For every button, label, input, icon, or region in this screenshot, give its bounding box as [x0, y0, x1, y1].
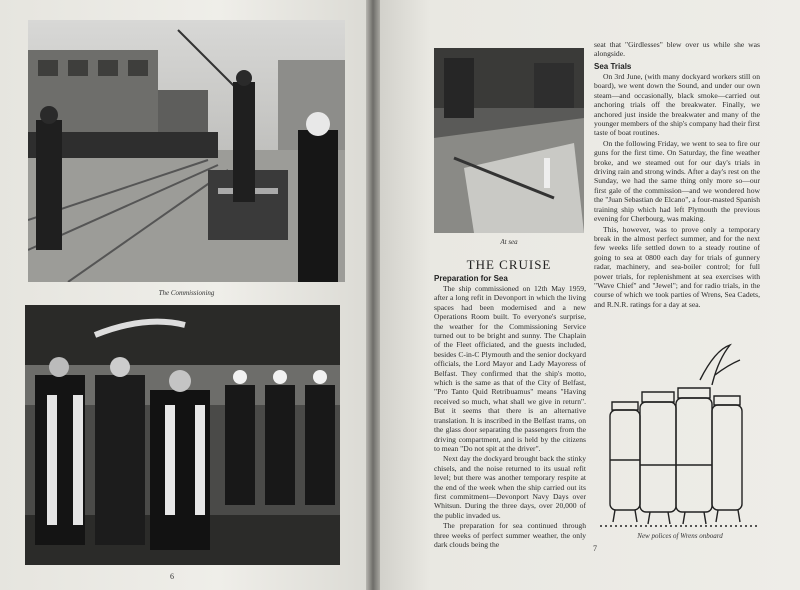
prep-for-sea-column	[434, 284, 586, 572]
left-page-number: 6	[170, 572, 174, 581]
cruise-heading: THE CRUISE	[466, 257, 552, 272]
service-photo	[25, 305, 340, 565]
prep-for-sea-heading: Preparation for Sea	[434, 274, 508, 283]
sea-trials-para-2: On the following Friday, we went to sea to fire our guns for the first time. On Saturday, the fine weather broke, and we steamed out for our day's trials in driving rain and strong winds. After a day's rest on the Sunday, we had the same thing only more so—our first gale of the commission—and we wondered how the "Juan Sebastian de Elcano", a four-masted Spanish training ship which had left Plymouth the previous evening for Cherbourg, was making.	[594, 138, 760, 224]
commissioning-caption: The Commissioning	[158, 289, 215, 297]
sea-trials-heading: Sea Trials	[594, 62, 632, 71]
prep-para-2: Next day the dockyard brought back the stinky chisels, and the noise returned to its usual refit level; but there was another temporary respite at the end of the week when the ship carried out its first commitment—Devonport Navy Days over Whitsun. During the three days, over 20,000 of the public invaded us.	[434, 454, 586, 520]
prep-para-1: The ship commissioned on 12th May 1959, after a long refit in Devonport in which the living spaces had been modernised and a new Operations Room built. To everyone's surprise, the weather for the Commissioning Service turned out to be bright and sunny. The Chaplain of the Fleet officiated, and the guests included, besides C-in-C Plymouth and the senior dockyard officials, the Lord Mayor and Lady Mayoress of Belfast. They confirmed that the ship's motto, which is the same as that of the City of Belfast, "Pro Tanto Quid Retribuamus" means "Having received so much, what shall we give in return". But it seems that there is an alternative translation. It is inscribed in the Belfast trams, on the glass door separating the passengers from the driving compartment, and is held by the citizens to mean "Do not spit at the driver".	[434, 284, 586, 453]
right-page-number: 7	[593, 544, 597, 553]
at-sea-caption: At sea	[500, 238, 518, 246]
continued-text: seat that "Girdlesses" blew over us while she was alongside.	[594, 40, 760, 59]
sailors-cartoon	[600, 340, 760, 530]
sea-trials-para-1: On 3rd June, (with many dockyard workers still on board), we went down the Sound, and under our own steam—and occasionally, black smoke—carried out anchoring trials off the breakwater. Finally, we anchored just inside the breakwater and many of the younger members of the ship's company had their first taste of boat routines.	[594, 72, 760, 138]
sea-trials-column	[594, 72, 760, 334]
left-page	[0, 0, 366, 590]
at-sea-photo	[434, 48, 584, 233]
cartoon-caption: New polices of Wrens onboard	[637, 532, 723, 540]
prep-para-3: The preparation for sea continued through three weeks of perfect summer weather, the only dark clouds being the	[434, 521, 586, 549]
book-gutter	[366, 0, 380, 590]
right-column-top	[594, 40, 760, 60]
right-page	[380, 0, 800, 590]
commissioning-photo	[28, 20, 345, 282]
sea-trials-para-3: This, however, was to prove only a temporary break in the almost perfect summer, and for the next few weeks life settled down to a steady routine of going to sea at 0800 each day for trials of gunnery radar, machinery, and sea-boiler control; for full power trials, for replenishment at sea exercises with "Wave Chief" and "Jewel"; and for radio trials, in the course of which we took parties of Wrens, Sea Cadets, and R.N.R. ratings for a day at sea.	[594, 224, 760, 309]
